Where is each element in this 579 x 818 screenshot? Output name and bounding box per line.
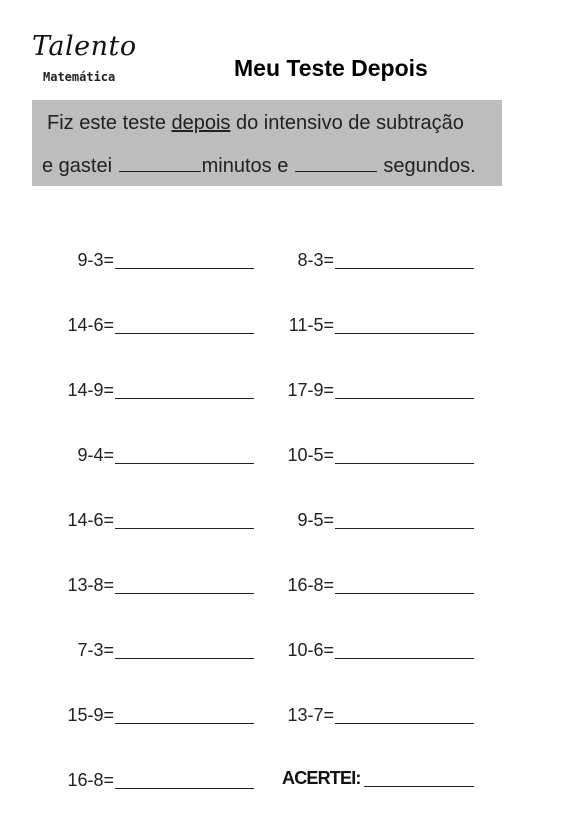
problem-expression: 13-7= bbox=[287, 705, 334, 725]
logo-wordmark: Talento bbox=[32, 31, 137, 62]
answer-line[interactable] bbox=[115, 658, 254, 659]
minutes-blank[interactable] bbox=[119, 153, 201, 172]
problem-expression: 10-6= bbox=[287, 640, 334, 660]
problem-row bbox=[274, 380, 474, 404]
problem-expression: 14-9= bbox=[67, 380, 114, 400]
problem-expression: 9-5= bbox=[297, 510, 334, 530]
problem-expression: 15-9= bbox=[67, 705, 114, 725]
problem-row bbox=[54, 380, 254, 404]
problem-row bbox=[54, 770, 254, 794]
problem-row bbox=[54, 510, 254, 534]
answer-line[interactable] bbox=[115, 398, 254, 399]
answer-line[interactable] bbox=[335, 463, 474, 464]
score-label: ACERTEI: bbox=[282, 768, 361, 788]
problem-expression: 11-5= bbox=[288, 315, 334, 335]
problem-row bbox=[274, 250, 474, 274]
answer-line[interactable] bbox=[335, 658, 474, 659]
problem-row bbox=[274, 510, 474, 534]
answer-line[interactable] bbox=[115, 333, 254, 334]
answer-line[interactable] bbox=[335, 398, 474, 399]
answer-line[interactable] bbox=[335, 268, 474, 269]
instruction-text: segundos. bbox=[377, 155, 476, 177]
answer-line[interactable] bbox=[335, 528, 474, 529]
score-field bbox=[282, 768, 474, 792]
problem-row bbox=[54, 705, 254, 729]
instruction-text: e gastei bbox=[42, 155, 118, 177]
problem-expression: 9-3= bbox=[77, 250, 114, 270]
problem-expression: 9-4= bbox=[77, 445, 114, 465]
answer-line[interactable] bbox=[335, 723, 474, 724]
answer-line[interactable] bbox=[115, 593, 254, 594]
problem-expression: 8-3= bbox=[297, 250, 334, 270]
answer-line[interactable] bbox=[115, 268, 254, 269]
problem-row bbox=[274, 315, 474, 339]
problem-expression: 7-3= bbox=[77, 640, 114, 660]
answer-line[interactable] bbox=[115, 788, 254, 789]
problem-row bbox=[54, 445, 254, 469]
seconds-blank[interactable] bbox=[295, 153, 377, 172]
talento-logo bbox=[32, 30, 162, 90]
instruction-line-1 bbox=[47, 112, 464, 135]
problem-expression: 14-6= bbox=[67, 510, 114, 530]
page-title: Meu Teste Depois bbox=[234, 55, 428, 81]
instruction-line-2 bbox=[42, 153, 476, 178]
instruction-text: Fiz este teste bbox=[47, 112, 172, 134]
problem-row bbox=[54, 315, 254, 339]
instruction-box bbox=[32, 100, 502, 186]
logo-subtitle: Matemática bbox=[43, 70, 116, 84]
problem-row bbox=[54, 640, 254, 664]
answer-line[interactable] bbox=[115, 528, 254, 529]
problem-row bbox=[274, 640, 474, 664]
problem-expression: 13-8= bbox=[67, 575, 114, 595]
score-answer-line[interactable] bbox=[364, 786, 474, 787]
problem-row bbox=[274, 445, 474, 469]
instruction-text: minutos e bbox=[201, 155, 294, 177]
problem-expression: 17-9= bbox=[287, 380, 334, 400]
problem-row bbox=[274, 705, 474, 729]
problem-row bbox=[54, 250, 254, 274]
answer-line[interactable] bbox=[335, 593, 474, 594]
problem-row bbox=[54, 575, 254, 599]
instruction-underlined-word: depois bbox=[171, 112, 231, 134]
problem-expression: 16-8= bbox=[67, 770, 114, 790]
problem-expression: 16-8= bbox=[287, 575, 334, 595]
answer-line[interactable] bbox=[335, 333, 474, 334]
instruction-text: do intensivo de subtração bbox=[230, 112, 464, 134]
problem-row bbox=[274, 575, 474, 599]
answer-line[interactable] bbox=[115, 463, 254, 464]
problem-expression: 14-6= bbox=[67, 315, 114, 335]
answer-line[interactable] bbox=[115, 723, 254, 724]
problem-expression: 10-5= bbox=[287, 445, 334, 465]
